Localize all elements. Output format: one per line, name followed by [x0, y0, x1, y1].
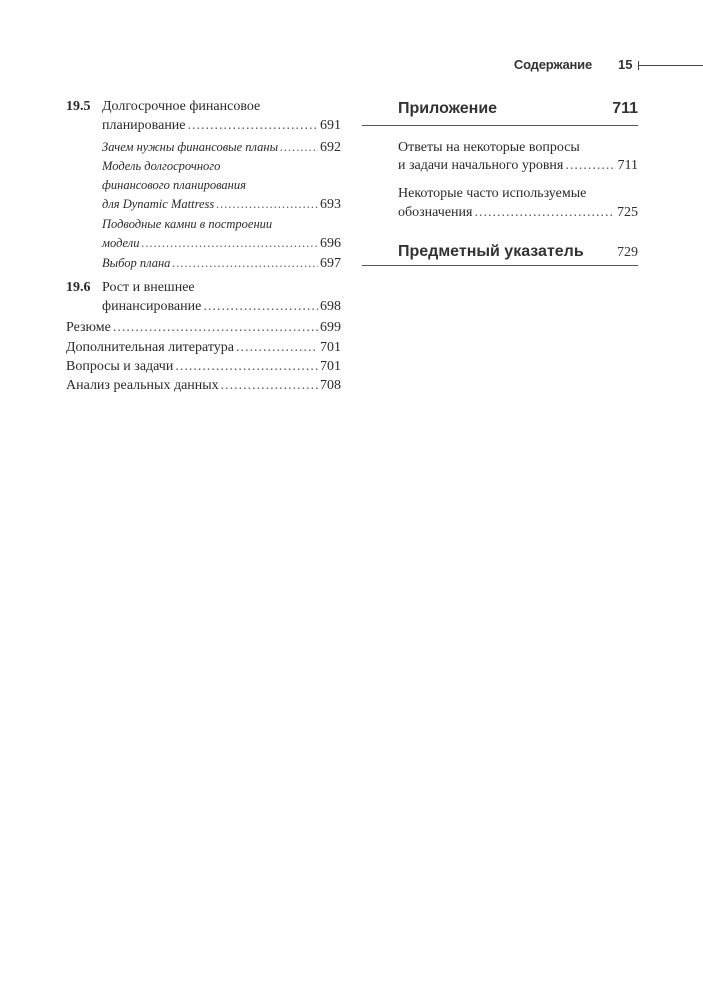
- toc-entry-19-6[interactable]: [102, 298, 341, 316]
- toc-page-number: 701: [320, 359, 341, 374]
- toc-entry-title: Вопросы и задачи: [66, 359, 174, 374]
- toc-leader-dots: [172, 254, 318, 272]
- toc-leader-dots: [141, 234, 318, 252]
- toc-entry-title: Зачем нужны финансовые планы: [102, 140, 279, 154]
- toc-leader-dots: [565, 157, 615, 175]
- toc-entry-title[interactable]: финансового планирования: [102, 178, 246, 192]
- toc-entry-questions[interactable]: [66, 358, 341, 376]
- toc-page-number: 692: [320, 140, 341, 155]
- toc-entry-title[interactable]: Некоторые часто используемые: [398, 186, 587, 201]
- toc-entry-title[interactable]: Модель долгосрочного: [102, 159, 221, 173]
- toc-entry-title: Резюме: [66, 320, 111, 335]
- part-title: Предметный указатель: [398, 243, 584, 260]
- toc-entry-title: и задачи начального уровня: [398, 158, 564, 173]
- toc-entry-title: для Dynamic Mattress: [102, 197, 215, 211]
- header-rule: [639, 65, 703, 66]
- toc-entry-summary[interactable]: [66, 319, 341, 337]
- header-title: Содержание: [513, 57, 592, 72]
- toc-entry-title: Выбор плана: [102, 256, 171, 270]
- toc-subentry-choice[interactable]: [102, 254, 341, 273]
- section-number: 19.5: [66, 99, 91, 114]
- toc-subentry-why-plans[interactable]: [102, 138, 341, 157]
- toc-entry-title: планирование: [102, 118, 186, 133]
- toc-entry-title[interactable]: Долгосрочное финансовое: [102, 99, 261, 114]
- part-title: Приложение: [398, 100, 498, 117]
- part-divider: [362, 265, 638, 266]
- running-header: [0, 57, 703, 77]
- toc-entry-title[interactable]: Ответы на некоторые вопросы: [398, 140, 580, 155]
- toc-entry-title[interactable]: Подводные камни в построении: [102, 217, 273, 231]
- part-divider: [362, 125, 638, 126]
- toc-leader-dots: [203, 298, 318, 316]
- toc-page-number: 697: [320, 256, 341, 271]
- toc-entry-real-data[interactable]: [66, 377, 341, 395]
- toc-part-index[interactable]: [398, 243, 638, 261]
- toc-page-number: 696: [320, 236, 341, 251]
- toc-page-number: 691: [320, 118, 341, 133]
- toc-page-number: 698: [320, 299, 341, 314]
- toc-leader-dots: [280, 138, 318, 156]
- toc-subentry-pitfalls[interactable]: [102, 234, 341, 253]
- toc-entry-answers[interactable]: [398, 157, 638, 175]
- toc-entry-19-5[interactable]: [102, 117, 341, 135]
- part-page-number: 729: [617, 245, 638, 260]
- toc-leader-dots: [188, 117, 318, 135]
- toc-leader-dots: [236, 339, 318, 357]
- header-page-number: 15: [618, 57, 633, 72]
- toc-leader-dots: [474, 204, 615, 222]
- toc-page-number: 699: [320, 320, 341, 335]
- toc-entry-notation[interactable]: [398, 204, 638, 222]
- toc-page-number: 701: [320, 340, 341, 355]
- section-number: 19.6: [66, 280, 91, 295]
- toc-part-appendix[interactable]: [398, 100, 638, 118]
- toc-leader-dots: [221, 377, 318, 395]
- toc-leader-dots: [216, 195, 318, 213]
- toc-entry-further-reading[interactable]: [66, 339, 341, 357]
- toc-entry-title: Дополнительная литература: [66, 340, 234, 355]
- toc-page-number: 708: [320, 378, 341, 393]
- toc-subentry-model[interactable]: [102, 195, 341, 214]
- toc-page-number: 693: [320, 197, 341, 212]
- toc-entry-title[interactable]: Рост и внешнее: [102, 280, 195, 295]
- toc-leader-dots: [113, 319, 318, 337]
- toc-entry-title: модели: [102, 236, 140, 250]
- toc-page-number: 725: [617, 205, 638, 220]
- toc-entry-title: обозначения: [398, 205, 473, 220]
- part-page-number: 711: [612, 100, 638, 117]
- toc-entry-title: финансирование: [102, 299, 202, 314]
- toc-entry-title: Анализ реальных данных: [66, 378, 219, 393]
- toc-leader-dots: [175, 358, 318, 376]
- toc-page-number: 711: [617, 158, 638, 173]
